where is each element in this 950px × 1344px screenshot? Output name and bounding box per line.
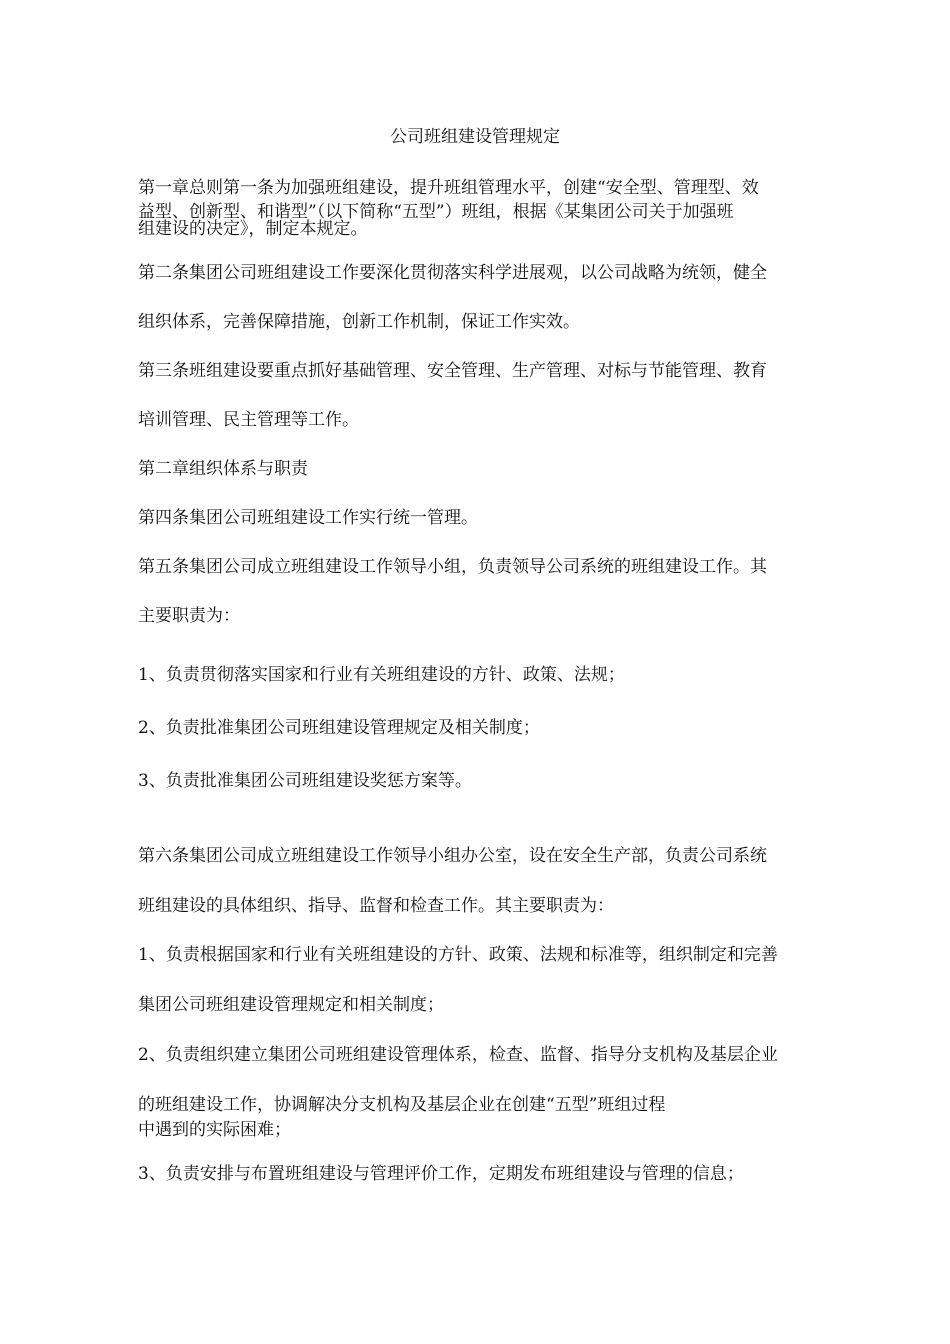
- paragraph-line: 班组建设的具体组织、指导、监督和检查工作。其主要职责为：: [138, 896, 614, 916]
- paragraph-line: 的班组建设工作，协调解决分支机构及基层企业在创建“五型”班组过程: [138, 1095, 666, 1115]
- paragraph-line: 益型、创新型、和谐型”（以下简称“五型”）班组，根据《某集团公司关于加强班: [138, 202, 734, 222]
- paragraph-line: 集团公司班组建设管理规定和相关制度；: [138, 995, 444, 1015]
- document-title: 公司班组建设管理规定: [390, 127, 560, 147]
- paragraph-line: 第二条集团公司班组建设工作要深化贯彻落实科学进展观，以公司战略为统领，健全: [138, 263, 767, 283]
- paragraph-line: 主要职责为：: [138, 606, 240, 626]
- list-item: 2、负责组织建立集团公司班组建设管理体系，检查、监督、指导分支机构及基层企业: [138, 1045, 778, 1065]
- paragraph-line: 中遇到的实际困难；: [138, 1120, 291, 1140]
- list-item: 3、负责批准集团公司班组建设奖惩方案等。: [138, 771, 472, 791]
- paragraph-line: 组建设的决定》，制定本规定。: [138, 219, 368, 239]
- paragraph-line: 第五条集团公司成立班组建设工作领导小组，负责领导公司系统的班组建设工作。其: [138, 557, 767, 577]
- list-item: 2、负责批准集团公司班组建设管理规定及相关制度；: [138, 718, 540, 738]
- paragraph-line: 培训管理、民主管理等工作。: [138, 410, 359, 430]
- list-item: 1、负责贯彻落实国家和行业有关班组建设的方针、政策、法规；: [138, 665, 625, 685]
- list-item: 3、负责安排与布置班组建设与管理评价工作，定期发布班组建设与管理的信息；: [138, 1164, 744, 1184]
- paragraph-line: 组织体系，完善保障措施，创新工作机制，保证工作实效。: [138, 312, 580, 332]
- paragraph-line: 第四条集团公司班组建设工作实行统一管理。: [138, 508, 478, 528]
- paragraph-line: 第六条集团公司成立班组建设工作领导小组办公室，设在安全生产部，负责公司系统: [138, 846, 767, 866]
- paragraph-line: 第三条班组建设要重点抓好基础管理、安全管理、生产管理、对标与节能管理、教育: [138, 361, 767, 381]
- chapter-heading: 第二章组织体系与职责: [138, 459, 308, 479]
- paragraph-line: 第一章总则第一条为加强班组建设，提升班组管理水平，创建“安全型、管理型、效: [138, 178, 759, 198]
- list-item: 1、负责根据国家和行业有关班组建设的方针、政策、法规和标准等，组织制定和完善: [138, 945, 778, 965]
